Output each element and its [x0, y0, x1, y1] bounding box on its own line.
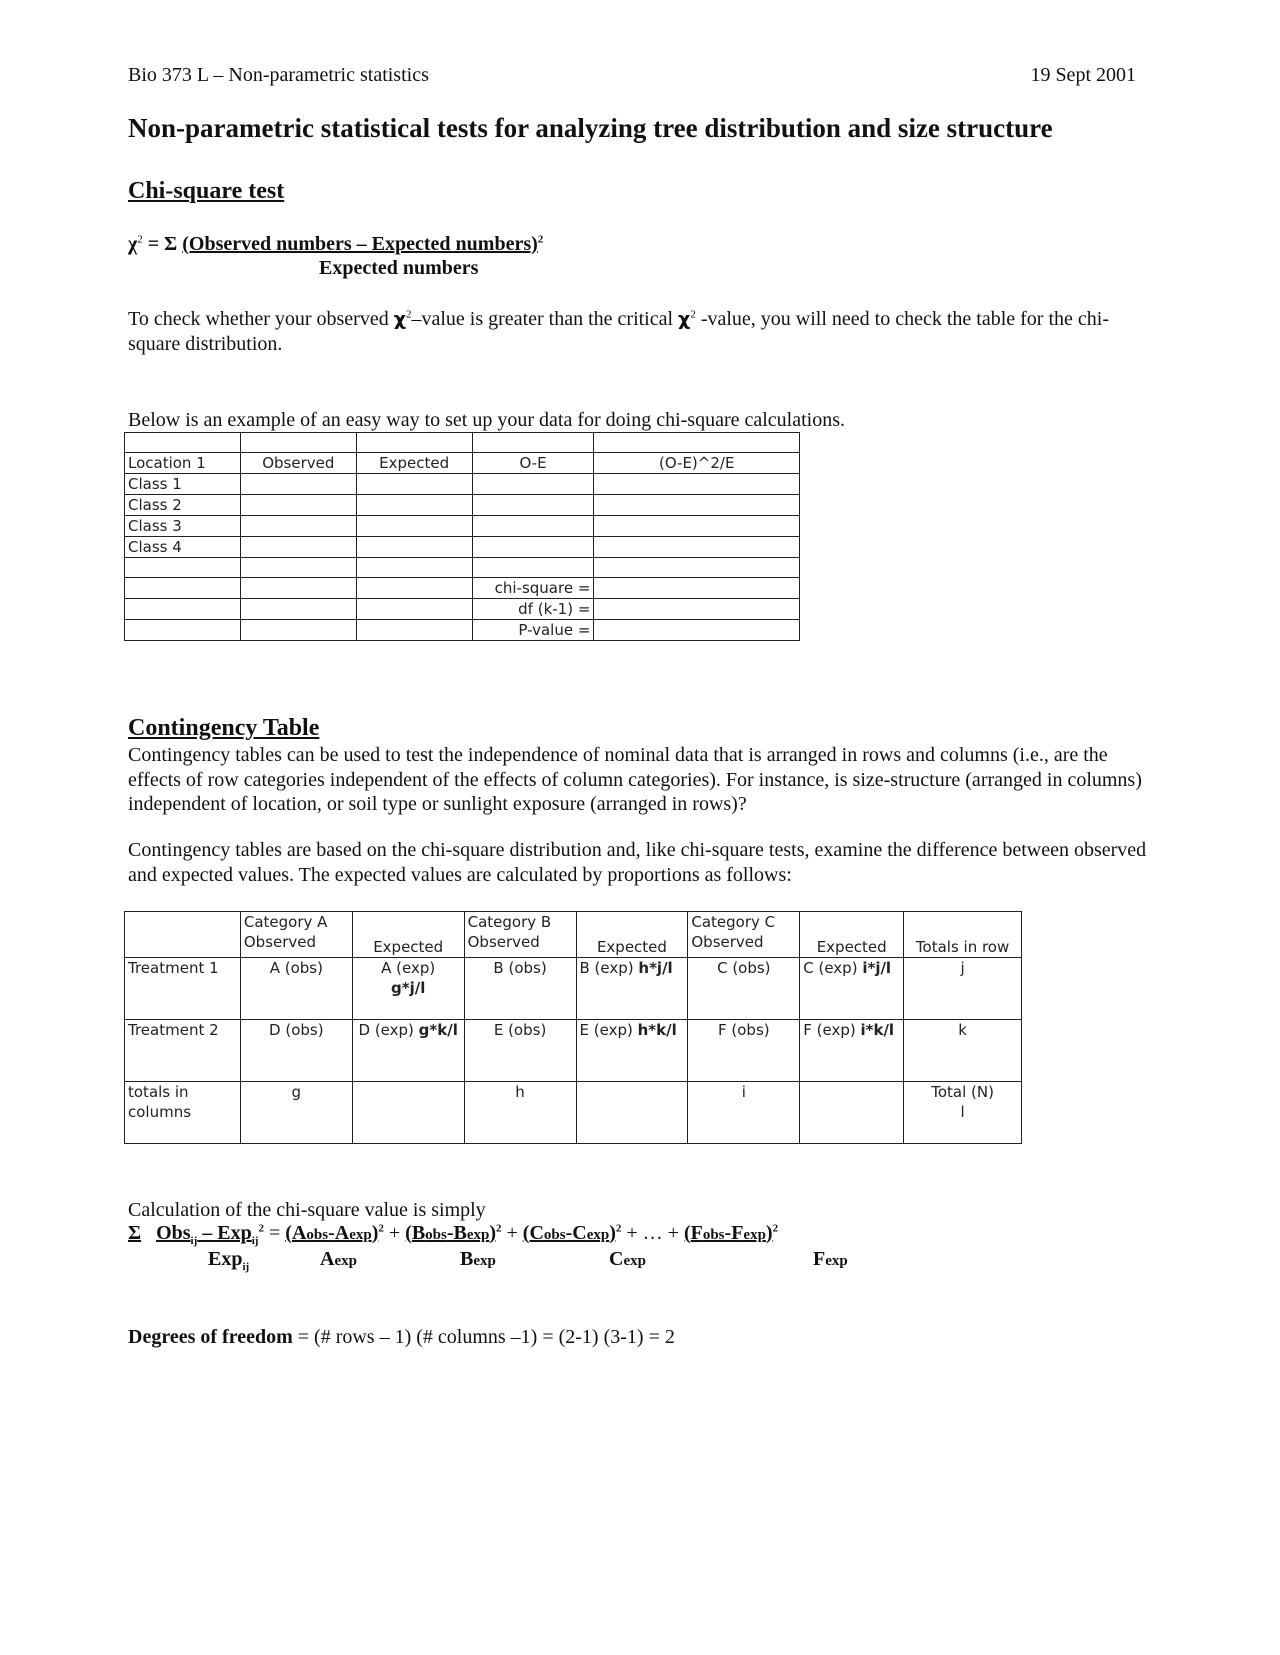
- cell-e-exp: [576, 1020, 688, 1082]
- chi-square-formula: [128, 232, 543, 256]
- header-category-b: Category B: [467, 913, 552, 931]
- b-num-3: -B: [446, 1222, 467, 1244]
- check-text-2: –value is greater than the critical: [411, 308, 679, 330]
- b-num-2: obs: [425, 1227, 447, 1243]
- a-num-1: A: [291, 1222, 307, 1244]
- cell-d-exp: [352, 1020, 464, 1082]
- grand-total-symbol: l: [960, 1103, 965, 1121]
- header-date: 19 Sept 2001: [1030, 64, 1136, 86]
- formula-numerator-sup: 2: [537, 233, 544, 246]
- den-b-sub: exp: [473, 1253, 496, 1269]
- ellipsis: + … +: [621, 1222, 684, 1244]
- den-c: [609, 1248, 646, 1271]
- table-header-row: [125, 912, 1022, 958]
- cell-f-exp-label: F (exp): [803, 1021, 861, 1039]
- sq-c: 2: [615, 1222, 622, 1235]
- den-f-label: F: [813, 1248, 826, 1270]
- dof-text: = (# rows – 1) (# columns –1) = (2-1) (3-1) = 2: [292, 1326, 675, 1348]
- contingency-formula-numerator: Σ Obs$_{ij}$ – Exp$_{ij}^2$ = (Aobs-Aexp)$^2$ + (Bobs-Bexp)$^2$ + (Cobs-Cexp)$^2$ + … + (Fobs-Fexp)$^2$: [128, 1222, 779, 1247]
- summary-p-value: P-value =: [472, 620, 594, 641]
- chi-square-table: [124, 432, 800, 641]
- cell-grand-total: [904, 1082, 1022, 1144]
- cell-e-exp-formula: h*k/l: [637, 1021, 677, 1039]
- a-num-3: -A: [328, 1222, 350, 1244]
- den-c-sub: exp: [623, 1253, 646, 1269]
- den-a-label: A: [320, 1248, 335, 1270]
- row-treatment-2: Treatment 2: [125, 1020, 241, 1082]
- cell-c-exp-formula: i*j/l: [862, 959, 892, 977]
- cell-total-j: j: [904, 958, 1022, 1020]
- contingency-paragraph-2: Contingency tables are based on the chi-square distribution and, like chi-square tests, examine the difference between observed and expected values. The expected values are calculated by proportions as follows:: [128, 839, 1147, 886]
- cell-b-exp-label: B (exp): [579, 959, 639, 977]
- obs-sub: ij: [190, 1235, 198, 1247]
- header-observed-c: Observed: [691, 933, 764, 951]
- cell-e-exp-label: E (exp): [579, 1021, 638, 1039]
- chi-symbol: χ: [128, 233, 138, 255]
- summary-df: df (k-1) =: [472, 599, 594, 620]
- row-class-3: Class 3: [125, 516, 241, 537]
- cell-c-exp-label: C (exp): [803, 959, 863, 977]
- f-num-1: F: [690, 1222, 703, 1244]
- sq-b: 2: [496, 1222, 502, 1235]
- f-num-3: -F: [724, 1222, 744, 1244]
- header-observed-a: Observed: [243, 933, 317, 951]
- check-text-1: To check whether your observed: [128, 308, 394, 330]
- header-observed: Observed: [240, 453, 356, 474]
- header-observed-b: Observed: [467, 933, 540, 951]
- den-b: [460, 1248, 496, 1271]
- b-num-4: exp: [466, 1227, 490, 1243]
- table-row: [125, 599, 800, 620]
- example-text: Below is an example of an easy way to set up your data for doing chi-square calculations.: [128, 409, 846, 431]
- cell-f-exp-formula: i*k/l: [860, 1021, 895, 1039]
- dof-label: Degrees of freedom: [128, 1326, 293, 1348]
- den-b-label: B: [460, 1248, 474, 1270]
- sigma-symbol: Σ: [128, 1222, 142, 1244]
- den-exp-label: Exp: [208, 1248, 243, 1270]
- cell-d-exp-formula: g*k/l: [418, 1021, 458, 1039]
- row-treatment-1: Treatment 1: [125, 958, 241, 1020]
- cell-total-h: h: [464, 1082, 576, 1144]
- header-o-e-sq: (O-E)^2/E: [594, 453, 800, 474]
- den-f: [813, 1248, 848, 1271]
- c-num-1: C: [529, 1222, 544, 1244]
- cell-f-obs: F (obs): [688, 1020, 800, 1082]
- check-text-3: -value, you will need to check the table for the chi-square distribution.: [128, 308, 1109, 355]
- obs-term: Obs: [156, 1222, 191, 1244]
- cell-b-exp: [576, 958, 688, 1020]
- cell-a-exp: [352, 958, 464, 1020]
- cell-total-k: k: [904, 1020, 1022, 1082]
- cell-a-exp-label: A (exp): [381, 959, 436, 977]
- header-course: Bio 373 L – Non-parametric statistics: [128, 64, 429, 86]
- contingency-table: [124, 911, 1022, 1144]
- table-row: [125, 495, 800, 516]
- page-title: Non-parametric statistical tests for analyzing tree distribution and size structure: [128, 113, 1053, 143]
- plus-1: +: [383, 1222, 406, 1244]
- header-o-e: O-E: [472, 453, 594, 474]
- header-category-a: Category A: [243, 913, 328, 931]
- sq-1: 2: [258, 1222, 264, 1235]
- table-header-row: [125, 453, 800, 474]
- grand-total-label: Total (N): [931, 1083, 994, 1101]
- a-num-2: obs: [306, 1227, 329, 1243]
- eq-sign: =: [263, 1222, 286, 1244]
- header-totals-in-row: Totals in row: [904, 912, 1022, 958]
- exp-term: – Exp: [197, 1222, 252, 1244]
- exp-sub: ij: [251, 1235, 259, 1247]
- cell-d-obs: D (obs): [240, 1020, 352, 1082]
- den-exp: [208, 1248, 249, 1271]
- formula-numerator: (Observed numbers – Expected numbers): [182, 233, 538, 255]
- cell-a-exp-formula: g*j/l: [391, 979, 426, 997]
- c-num-4: exp: [586, 1227, 610, 1243]
- den-exp-sub: ij: [242, 1261, 250, 1273]
- sq-a: 2: [378, 1222, 384, 1235]
- table-row: [125, 620, 800, 641]
- f-num-2: obs: [702, 1227, 725, 1243]
- cell-f-exp: [800, 1020, 904, 1082]
- degrees-of-freedom: [128, 1325, 675, 1349]
- cell-e-obs: E (obs): [464, 1020, 576, 1082]
- contingency-heading: Contingency Table: [128, 715, 320, 741]
- header-expected: Expected: [356, 453, 472, 474]
- row-class-2: Class 2: [125, 495, 241, 516]
- table-row: [125, 578, 800, 599]
- contingency-paragraph-1: Contingency tables can be used to test the independence of nominal data that is arranged in rows and columns (i.e., are the effects of row categories independent of the effects of column categories). For instance, is size-structure (arranged in columns) independent of location, or soil type or sunlight exposure (arranged in rows)?: [128, 744, 1142, 815]
- table-row: [125, 537, 800, 558]
- c-num-3: -C: [565, 1222, 587, 1244]
- formula-eq: = Σ: [142, 233, 183, 255]
- table-row: [125, 433, 800, 453]
- den-a-sub: exp: [334, 1253, 357, 1269]
- plus-2: +: [501, 1222, 523, 1244]
- formula-denominator: Expected numbers: [319, 257, 479, 279]
- table-row: [125, 558, 800, 578]
- sq-f: 2: [772, 1222, 779, 1235]
- c-num-2: obs: [543, 1227, 566, 1243]
- table-row: [125, 516, 800, 537]
- cell-total-g: g: [240, 1082, 352, 1144]
- row-class-1: Class 1: [125, 474, 241, 495]
- table-row: [125, 1082, 1022, 1144]
- cell-d-exp-label: D (exp): [358, 1021, 419, 1039]
- header-category-c: Category C: [691, 913, 776, 931]
- b-num-1: B: [411, 1222, 426, 1244]
- cell-a-obs: A (obs): [240, 958, 352, 1020]
- calculation-text: Calculation of the chi-square value is simply: [128, 1199, 486, 1221]
- den-f-sub: exp: [825, 1253, 848, 1269]
- header-location: Location 1: [125, 453, 241, 474]
- cell-c-obs: C (obs): [688, 958, 800, 1020]
- cell-b-obs: B (obs): [464, 958, 576, 1020]
- chi-sup: 2: [137, 233, 143, 246]
- table-row: [125, 474, 800, 495]
- cell-b-exp-formula: h*j/l: [638, 959, 673, 977]
- table-row: [125, 958, 1022, 1020]
- row-class-4: Class 4: [125, 537, 241, 558]
- f-num-4: exp: [743, 1227, 766, 1243]
- a-num-4: exp: [349, 1227, 372, 1243]
- header-expected-b: Expected: [576, 912, 688, 958]
- row-totals-in-columns: totals in columns: [125, 1082, 241, 1144]
- summary-chi-square: chi-square =: [472, 578, 594, 599]
- header-expected-c: Expected: [800, 912, 904, 958]
- den-c-label: C: [609, 1248, 624, 1270]
- table-row: [125, 1020, 1022, 1082]
- check-chi-1: χ: [393, 308, 406, 330]
- cell-c-exp: [800, 958, 904, 1020]
- header-expected-a: Expected: [352, 912, 464, 958]
- check-paragraph: To check whether your observed $\chi^2$–value is greater than the critical $\chi^2$ -value, you will need to check the table for the chi-square distribution.: [128, 308, 1109, 355]
- cell-total-i: i: [688, 1082, 800, 1144]
- chi-square-heading: Chi-square test: [128, 178, 285, 204]
- den-a: [320, 1248, 357, 1271]
- check-chi-2: χ: [678, 308, 691, 330]
